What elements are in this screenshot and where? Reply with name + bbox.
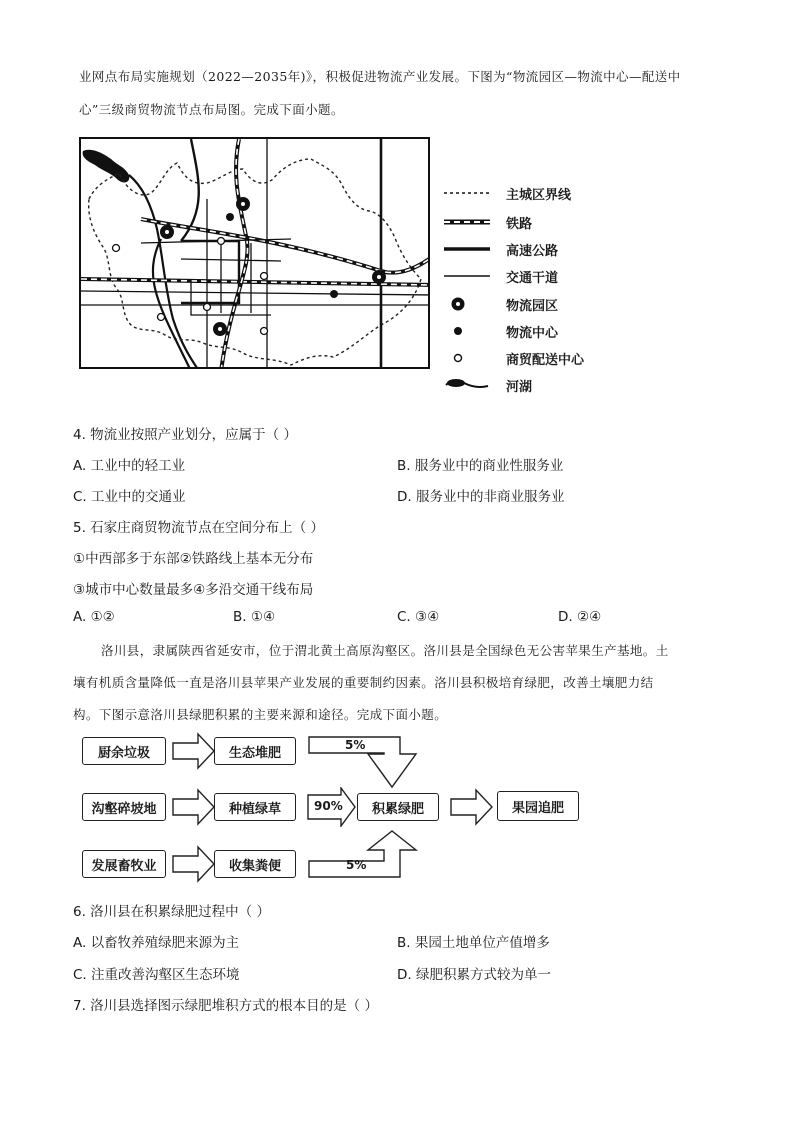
arrow-right-icon — [450, 787, 494, 827]
logistics-map — [79, 137, 430, 369]
q4-option-d[interactable]: D. 服务业中的非商业服务业 — [397, 489, 565, 505]
q5-option-a[interactable]: A. ①② — [73, 609, 115, 625]
flow-kitchen-waste: 厨余垃圾 — [82, 737, 166, 765]
q4-option-c[interactable]: C. 工业中的交通业 — [73, 489, 186, 505]
flow-pct-mid: 90% — [314, 799, 343, 813]
distribution-center-icon — [444, 351, 490, 365]
arrow-right-icon — [172, 844, 216, 884]
river-line — [129, 175, 199, 369]
q7-stem: 7. 洛川县选择图示绿肥堆积方式的根本目的是（ ） — [73, 998, 378, 1014]
passage2-line-1: 洛川县，隶属陕西省延安市，位于渭北黄土高原沟壑区。洛川县是全国绿色无公害苹果生产基地。土 — [101, 643, 669, 658]
flow-livestock: 发展畜牧业 — [82, 850, 166, 878]
map-drawing — [81, 139, 430, 369]
railway-icon — [444, 215, 490, 229]
q5-option-b[interactable]: B. ①④ — [233, 609, 276, 625]
q6-option-d[interactable]: D. 绿肥积累方式较为单一 — [397, 967, 551, 983]
passage2-line-2: 壤有机质含量降低一直是洛川县苹果产业发展的重要制约因素。洛川县积极培育绿肥，改善土壤肥力结 — [73, 675, 654, 690]
q5-statements-2: ③城市中心数量最多④多沿交通干线布局 — [73, 582, 314, 598]
logistics-center-icon — [444, 324, 490, 338]
flow-gully-slopes: 沟壑碎坡地 — [82, 793, 166, 821]
road-icon — [444, 269, 490, 283]
trunk-roads — [81, 139, 430, 369]
lake-shape — [83, 150, 130, 183]
q5-stem: 5. 石家庄商贸物流节点在空间分布上（ ） — [73, 520, 324, 536]
legend-item-logistics-park: 物流园区 — [444, 294, 558, 314]
q6-option-b[interactable]: B. 果园土地单位产值增多 — [397, 935, 550, 951]
river-lake-icon — [444, 378, 490, 392]
q4-option-b[interactable]: B. 服务业中的商业性服务业 — [397, 458, 564, 474]
q5-statements-1: ①中西部多于东部②铁路线上基本无分布 — [73, 551, 314, 567]
legend-item-river-lake: 河湖 — [444, 375, 532, 395]
flow-plant-grass: 种植绿草 — [214, 793, 296, 821]
legend-item-road: 交通干道 — [444, 266, 558, 286]
q4-stem: 4. 物流业按照产业划分，应属于（ ） — [73, 427, 297, 443]
legend-item-distribution-center: 商贸配送中心 — [444, 348, 584, 368]
q6-option-c[interactable]: C. 注重改善沟壑区生态环境 — [73, 967, 240, 983]
railway-lines — [81, 139, 430, 369]
q5-option-c[interactable]: C. ③④ — [397, 609, 440, 625]
passage2-line-3: 构。下图示意洛川县绿肥积累的主要来源和途径。完成下面小题。 — [73, 707, 448, 722]
flow-pct-bot: 5% — [346, 858, 367, 872]
legend-item-railway: 铁路 — [444, 212, 532, 232]
legend-item-boundary: 主城区界线 — [444, 183, 571, 203]
highway-ring — [181, 241, 239, 303]
q6-option-a[interactable]: A. 以畜牧养殖绿肥来源为主 — [73, 935, 240, 951]
flow-collect-manure: 收集粪便 — [214, 850, 296, 878]
flow-eco-compost: 生态堆肥 — [214, 737, 296, 765]
city-boundary — [89, 159, 421, 365]
intro-line-2: 心”三级商贸物流节点布局图。完成下面小题。 — [79, 102, 344, 117]
intro-line-1: 业网点布局实施规划（2022—2035年)》，积极促进物流产业发展。下图为“物流园区—物流中心—配送中 — [79, 69, 681, 84]
legend-item-logistics-center: 物流中心 — [444, 321, 558, 341]
flow-accumulate-manure: 积累绿肥 — [357, 793, 439, 821]
flow-pct-top: 5% — [345, 738, 366, 752]
arrow-right-icon — [172, 787, 216, 827]
dashed-line-icon — [444, 186, 490, 200]
arrow-right-icon — [172, 731, 216, 771]
logistics-park-centers — [165, 202, 381, 331]
flow-orchard-topdress: 果园追肥 — [497, 791, 579, 821]
logistics-park-icon — [444, 297, 490, 311]
highway-icon — [444, 242, 490, 256]
q5-option-d[interactable]: D. ②④ — [558, 609, 602, 625]
q6-stem: 6. 洛川县在积累绿肥过程中（ ） — [73, 904, 270, 920]
q4-option-a[interactable]: A. 工业中的轻工业 — [73, 458, 186, 474]
bent-arrow-up-icon — [308, 830, 420, 880]
legend-item-highway: 高速公路 — [444, 239, 558, 259]
distribution-center-markers — [113, 238, 268, 335]
